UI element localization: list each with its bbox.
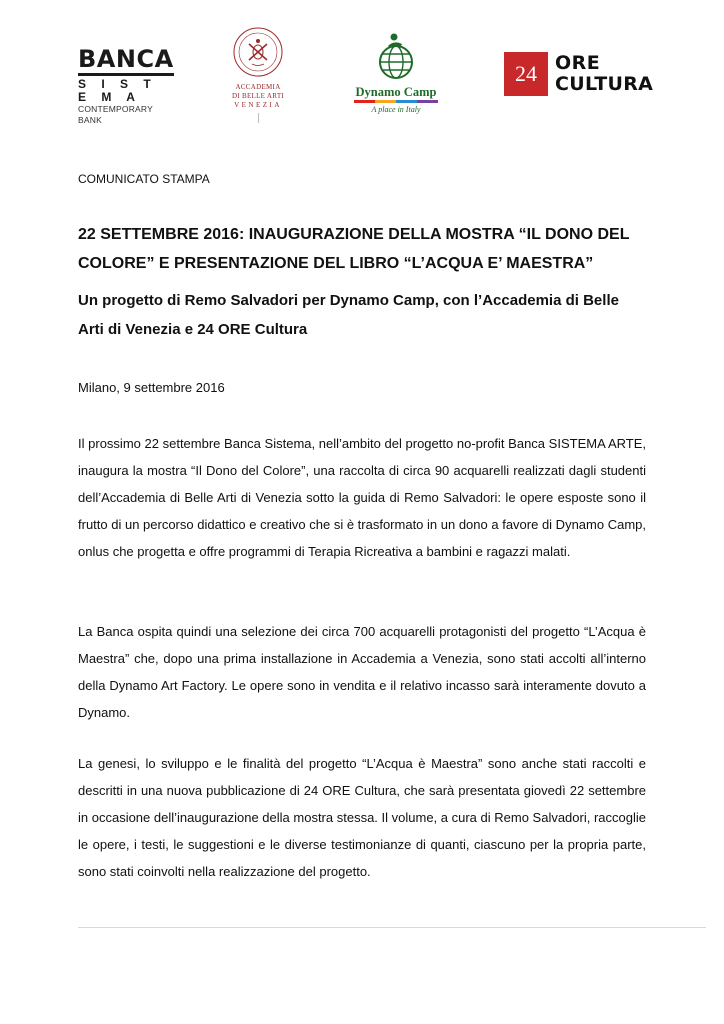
accademia-seal-icon <box>232 26 284 78</box>
document-subtitle: Un progetto di Remo Salvadori per Dynamo Camp, con l’Accademia di Belle Arti di Venezia e 24 ORE Cultura <box>78 292 619 338</box>
banca-logo-name: BANCA <box>78 45 174 73</box>
document-title: 22 SETTEMBRE 2016: INAUGURAZIONE DELLA MOSTRA “IL DONO DEL COLORE” E PRESENTAZIONE DEL LIBRO “L’ACQUA E’ MAESTRA” <box>78 226 630 272</box>
paragraph-2: La Banca ospita quindi una selezione dei circa 700 acquarelli protagonisti del progetto “L’Acqua è Maestra” che, dopo una prima installazione in Accademia a Venezia, sono stati accolti all’interno della Dynamo Art Factory. Le opere sono in vendita e il relativo incasso sarà interamente dovuto a Dynamo. <box>78 624 646 720</box>
banca-logo-tagline: CONTEMPORARY BANK <box>78 104 153 125</box>
ore-cultura-line2: CULTURA <box>555 73 654 95</box>
ore-cultura-number: 24 <box>504 52 548 96</box>
accademia-logo-line2: DI BELLE ARTI <box>231 92 285 100</box>
dynamo-logo-name: Dynamo Camp <box>355 85 437 99</box>
dynamo-logo-tagline: A place in Italy <box>371 105 421 114</box>
ore-cultura-line1: ORE <box>555 52 601 74</box>
dateline: Milano, 9 settembre 2016 <box>78 380 225 395</box>
accademia-logo-rule <box>258 113 259 123</box>
accademia-logo-line3: VENEZIA <box>234 101 282 109</box>
banca-sistema-logo <box>78 46 178 126</box>
banca-logo-sub: S I S T E M A <box>78 77 157 104</box>
banca-logo-rule <box>78 73 174 76</box>
paragraph-3: La genesi, lo sviluppo e le finalità del progetto “L’Acqua è Maestra” sono anche stati raccolti e descritti in una nuova pubblicazione di 24 ORE Cultura, che sarà presentata giovedì 22 settembre in occasione dell’inaugurazione della mostra stessa. Il volume, a cura di Remo Salvadori, raccoglie le opere, i testi, le suggestioni e le diverse testimonianze di quanti, ciascuno per la propria parte, sono stati coinvolti nella realizzazione del progetto. <box>78 756 646 879</box>
accademia-logo-line1: ACCADEMIA <box>235 83 281 91</box>
dynamo-globe-icon <box>372 32 420 80</box>
paragraph-1: Il prossimo 22 settembre Banca Sistema, nell’ambito del progetto no-profit Banca SISTEMA ARTE, inaugura la mostra “Il Dono del Colore”, una raccolta di circa 90 acquarelli realizzati dagli studenti dell’Accademia di Belle Arti di Venezia sotto la guida di Remo Salvadori: le opere esposte sono il frutto di un percorso didattico e creativo che si è trasformato in un dono a favore di Dynamo Camp, onlus che progetta e offre programmi di Terapia Ricreativa a bambini e ragazzi malati. <box>78 436 646 559</box>
document-label: COMUNICATO STAMPA <box>78 172 210 186</box>
dynamo-camp-logo <box>350 32 442 114</box>
logo-bar <box>0 22 724 132</box>
footer-divider <box>78 927 706 928</box>
dynamo-color-stripes <box>354 100 438 103</box>
accademia-logo <box>226 26 290 123</box>
ore-cultura-wordmark <box>555 53 653 95</box>
